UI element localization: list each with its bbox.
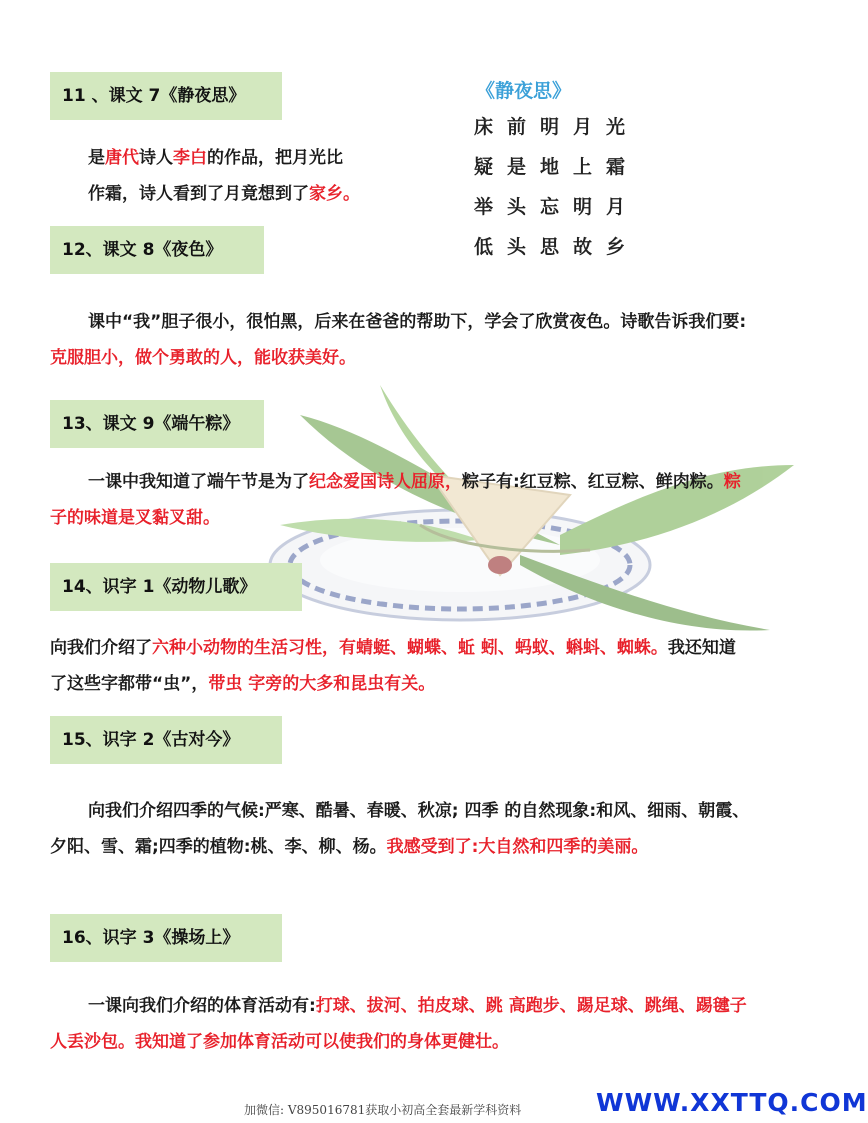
section-14-text: 向我们介绍了六种小动物的生活习性，有蜻蜓、蝴蝶、蚯 蚓、蚂蚁、蝌蚪、蜘蛛。我还知道了这些字都带“虫”，带虫 字旁的大多和昆虫有关。 bbox=[50, 638, 736, 694]
section-12-text: 课中“我”胆子很小，很怕黑，后来在爸爸的帮助下，学会了欣赏夜色。诗歌告诉我们要:克服胆小，做个勇敢的人，能收获美好。 bbox=[50, 312, 747, 368]
poem-title: 《静夜思》 bbox=[476, 80, 572, 102]
poem-line-3: 举头忘明月 bbox=[474, 196, 640, 218]
section-15-text: 向我们介绍四季的气候:严寒、酷暑、春暖、秋凉; 四季 的自然现象:和风、细雨、朝霞、夕阳、雪、霜;四季的植物:桃、李、柳、杨。我感受到了:大自然和四季的美丽。 bbox=[50, 801, 750, 857]
poem-line-4: 低头思故乡 bbox=[474, 236, 640, 258]
section-title-16: 16、识字 3《操场上》 bbox=[50, 914, 282, 962]
section-16-text: 一课向我们介绍的体育活动有:打球、拔河、拍皮球、跳 高跑步、踢足球、跳绳、踢毽子人丢沙包。我知道了参加体育活动可以使我们的身体更健壮。 bbox=[50, 996, 747, 1052]
poem-line-2: 疑是地上霜 bbox=[474, 156, 640, 178]
section-title-11: 11 、课文 7《静夜思》 bbox=[50, 72, 282, 120]
section-13-text: 一课中我知道了端午节是为了纪念爱国诗人屈原，粽子有:红豆粽、红豆粽、鲜肉粽。粽子的味道是叉黏叉甜。 bbox=[50, 472, 741, 528]
section-title-12: 12、课文 8《夜色》 bbox=[50, 226, 264, 274]
footer-brand-link[interactable]: WWW.XXTTQ.COM bbox=[596, 1088, 868, 1117]
section-11-text: 是唐代诗人李白的作品，把月光比 作霜，诗人看到了月竟想到了家乡。 bbox=[88, 148, 360, 204]
section-title-15: 15、识字 2《古对今》 bbox=[50, 716, 282, 764]
footer-note: 加微信: V895016781获取小初高全套最新学科资料 bbox=[244, 1103, 522, 1117]
poem-line-1: 床前明月光 bbox=[474, 116, 640, 138]
section-title-13: 13、课文 9《端午粽》 bbox=[50, 400, 264, 448]
section-title-14: 14、识字 1《动物儿歌》 bbox=[50, 563, 302, 611]
